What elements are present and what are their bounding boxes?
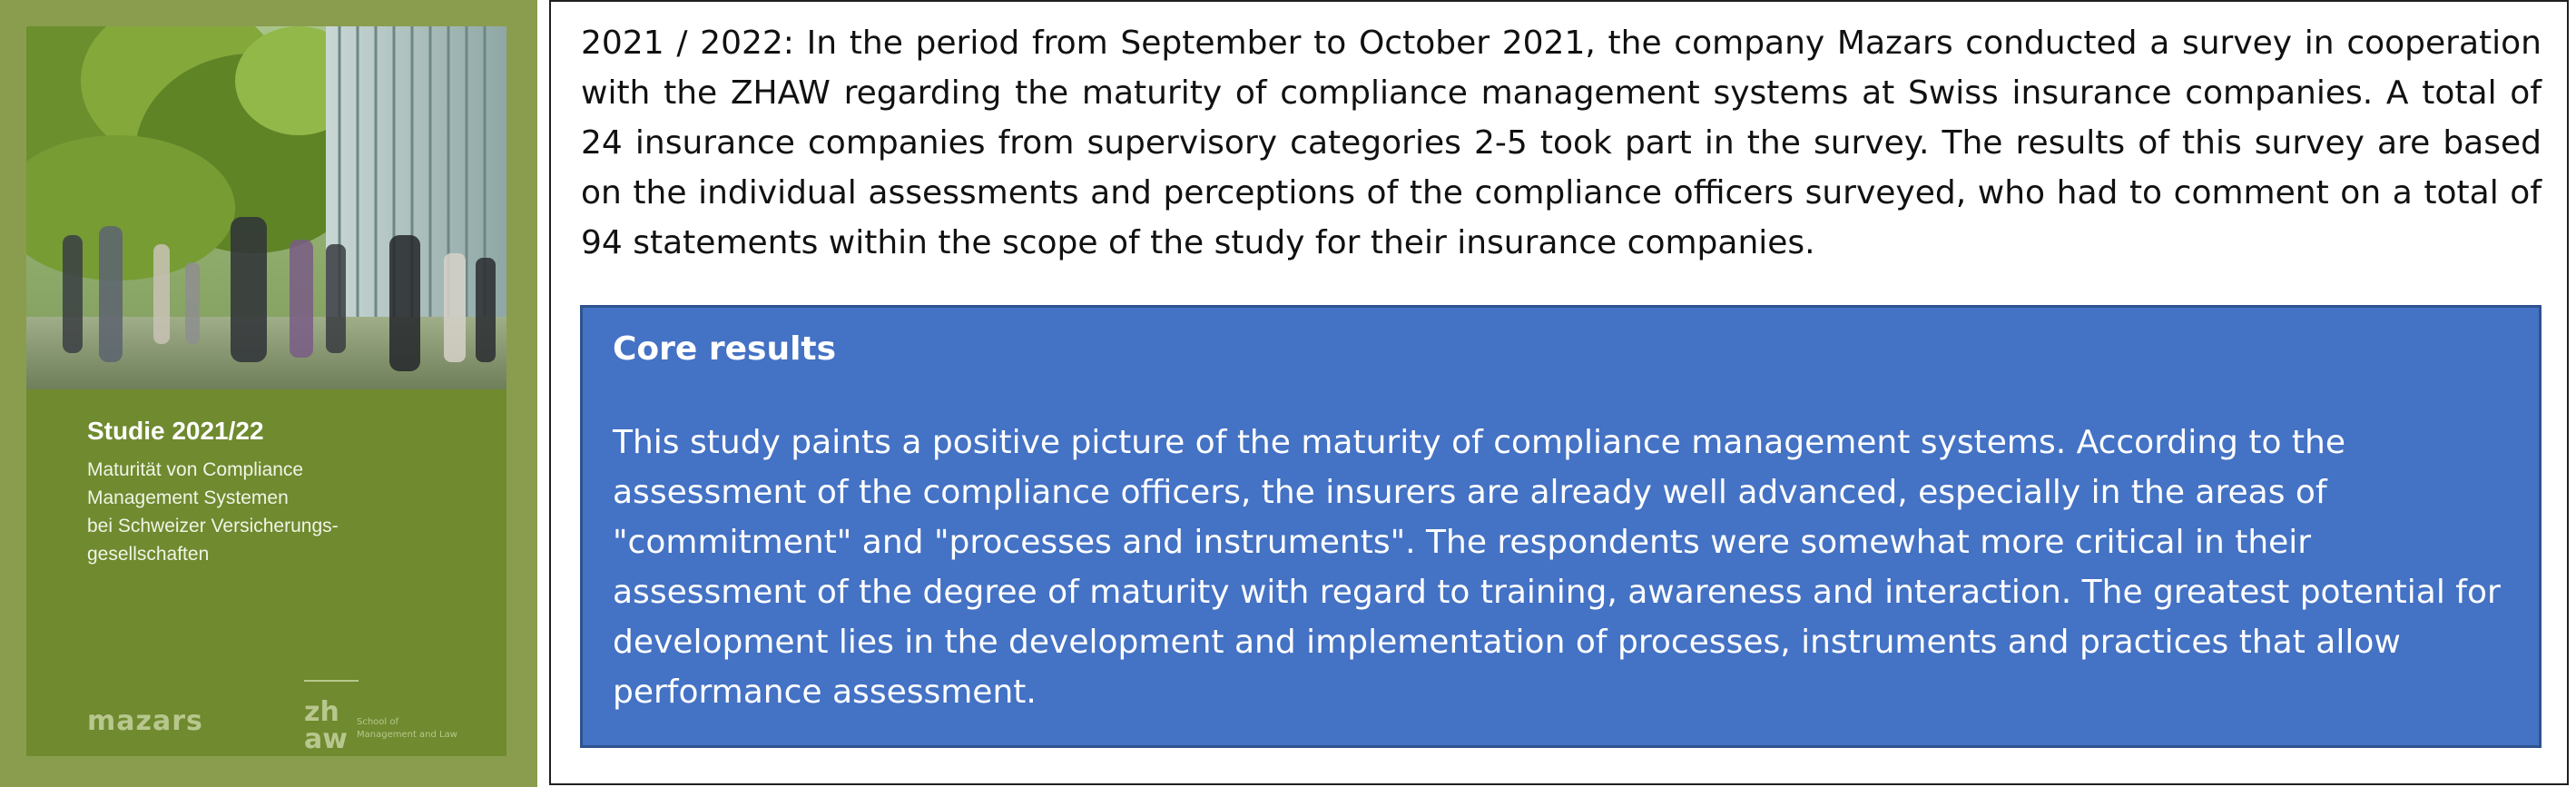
zhaw-logo-mark: zh (304, 696, 339, 728)
cover-photo (26, 26, 506, 389)
cover-subtitle-line: bei Schweizer Versicherungs- (87, 516, 339, 536)
text-panel (549, 0, 2569, 785)
mazars-logo: mazars (87, 705, 203, 737)
cover-frame (0, 0, 537, 787)
core-results-text: This study paints a positive picture of the maturity of compliance management systems. According to the assessment of the compliance officers, the insurers are already well advanced, especially in the areas of "commitment" and "processes and instruments". The respondents were somewhat more critical in their assessment of the degree of maturity with regard to training, awareness and interaction. The greatest potential for development lies in the development and implementation of processes, instruments and practices that allow performance assessment. (613, 424, 2501, 711)
study-cover (26, 26, 506, 756)
core-results-box (580, 305, 2542, 748)
zhaw-logo-text: Management and Law (357, 730, 457, 740)
cover-subtitle-line: Management Systemen (87, 487, 289, 508)
cover-subtitle-line: Maturität von Compliance (87, 459, 304, 480)
core-results-heading: Core results (613, 330, 837, 368)
intro-paragraph: 2021 / 2022: In the period from September to October 2021, the company Mazars conducted a survey in cooperation with the ZHAW regarding the maturity of compliance management systems at Swiss insurance companies. A total of 24 insurance companies from supervisory categories 2-5 took part in the survey. The results of this survey are based on the individual assessments and perceptions of the compliance officers surveyed, who had to comment on a total of 94 statements within the scope of the study for their insurance companies. (581, 25, 2542, 261)
zhaw-logo-text: School of (357, 717, 399, 727)
zhaw-logo (304, 674, 463, 755)
cover-title: Studie 2021/22 (87, 417, 264, 445)
zhaw-logo-mark: aw (304, 723, 348, 755)
cover-subtitle-line: gesellschaften (87, 544, 210, 565)
cover-subtitle (87, 456, 450, 568)
